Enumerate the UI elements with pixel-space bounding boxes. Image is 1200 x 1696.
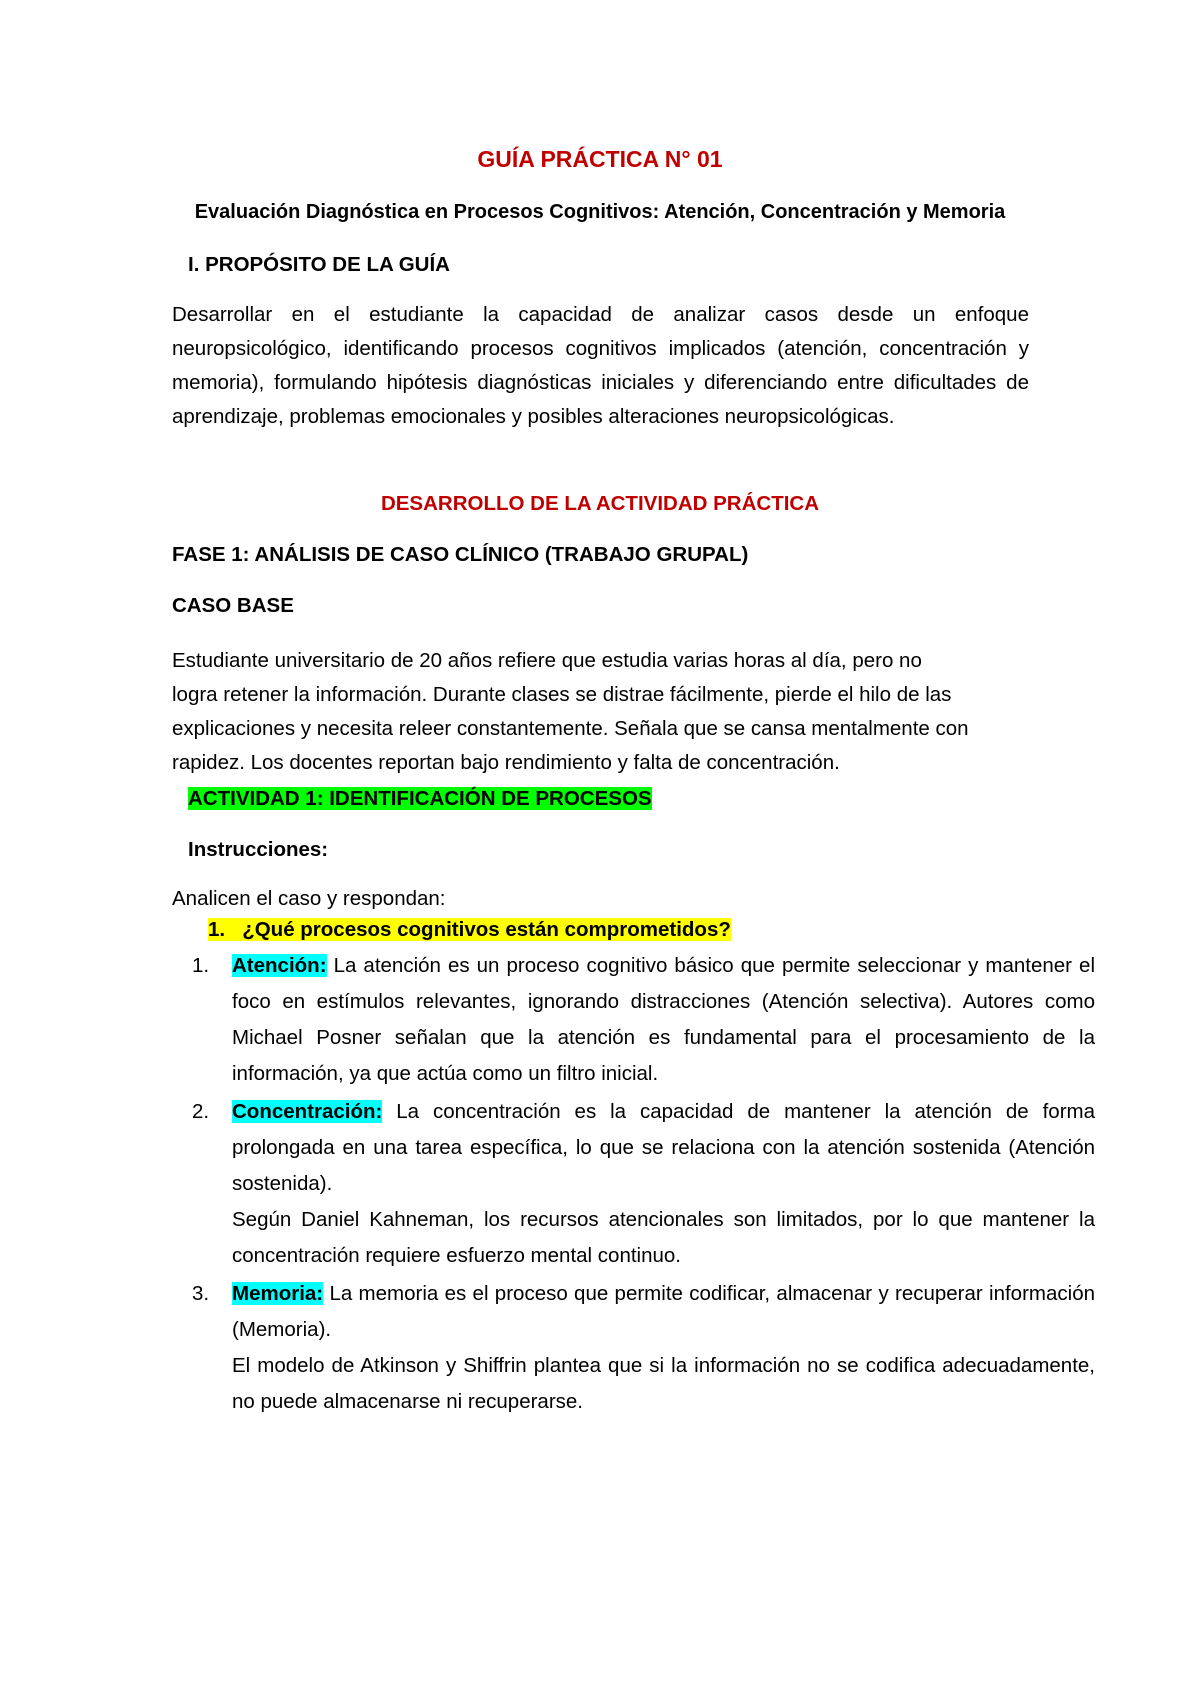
answer-item-attention bbox=[170, 948, 1095, 1092]
answer-item-concentration bbox=[170, 1094, 1095, 1274]
answer-text: La concentración es la capacidad de mantener la atención de forma prolongada en una tarea específica, lo que se relaciona con la atención sostenida (Atención sostenida). bbox=[232, 1100, 1095, 1195]
case-line: logra retener la información. Durante clases se distrae fácilmente, pierde el hilo de las bbox=[172, 683, 952, 706]
case-base-text bbox=[172, 644, 1072, 780]
answer-extra: Según Daniel Kahneman, los recursos atencionales son limitados, por lo que mantener la concentración requiere esfuerzo mental continuo. bbox=[232, 1208, 1095, 1267]
purpose-body: Desarrollar en el estudiante la capacidad de analizar casos desde un enfoque neuropsicológico, identificando procesos cognitivos implicados (atención, concentración y memoria), formulando hipótesis diagnósticas iniciales y diferenciando entre dificultades de aprendizaje, problemas emocionales y posibles alteraciones neuropsicológicas. bbox=[172, 303, 1029, 428]
page-subtitle: Evaluación Diagnóstica en Procesos Cognitivos: Atención, Concentración y Memoria bbox=[194, 201, 1006, 223]
answer-number: 1. bbox=[192, 954, 210, 977]
answer-extra: El modelo de Atkinson y Shiffrin plantea que si la información no se codifica adecuadamente, no puede almacenarse ni recuperarse. bbox=[232, 1354, 1095, 1413]
answer-term: Concentración: bbox=[232, 1100, 383, 1123]
instructions-prompt: Analicen el caso y respondan: bbox=[172, 887, 446, 910]
case-line: rapidez. Los docentes reportan bajo rendimiento y falta de concentración. bbox=[172, 751, 840, 774]
answer-item-memory bbox=[170, 1276, 1095, 1420]
question-text: ¿Qué procesos cognitivos están comprometidos? bbox=[242, 918, 731, 941]
development-heading: DESARROLLO DE LA ACTIVIDAD PRÁCTICA bbox=[380, 492, 820, 515]
phase1-heading: FASE 1: ANÁLISIS DE CASO CLÍNICO (TRABAJO GRUPAL) bbox=[172, 543, 749, 566]
question-number: 1. bbox=[208, 918, 226, 941]
activity1-heading: ACTIVIDAD 1: IDENTIFICACIÓN DE PROCESOS bbox=[188, 787, 652, 810]
case-base-heading: CASO BASE bbox=[172, 594, 294, 617]
answer-text: La memoria es el proceso que permite codificar, almacenar y recuperar información (Memoria). bbox=[232, 1282, 1095, 1341]
answer-number: 2. bbox=[192, 1100, 210, 1123]
answer-number: 3. bbox=[192, 1282, 210, 1305]
purpose-heading: I. PROPÓSITO DE LA GUÍA bbox=[188, 253, 450, 276]
answer-text: La atención es un proceso cognitivo básico que permite seleccionar y mantener el foco en estímulos relevantes, ignorando distracciones (Atención selectiva). Autores como Michael Posner señalan que la atención es fundamental para el procesamiento de la información, ya que actúa como un filtro inicial. bbox=[232, 954, 1095, 1085]
activity1-heading-wrap bbox=[188, 787, 652, 811]
answer-term: Atención: bbox=[232, 954, 327, 977]
question-item bbox=[208, 918, 731, 942]
answer-term: Memoria: bbox=[232, 1282, 324, 1305]
case-line: Estudiante universitario de 20 años refiere que estudia varias horas al día, pero no bbox=[172, 649, 922, 672]
instructions-label: Instrucciones: bbox=[188, 838, 329, 861]
case-line: explicaciones y necesita releer constantemente. Señala que se cansa mentalmente con bbox=[172, 717, 969, 740]
page-title: GUÍA PRÁCTICA N° 01 bbox=[477, 146, 723, 172]
